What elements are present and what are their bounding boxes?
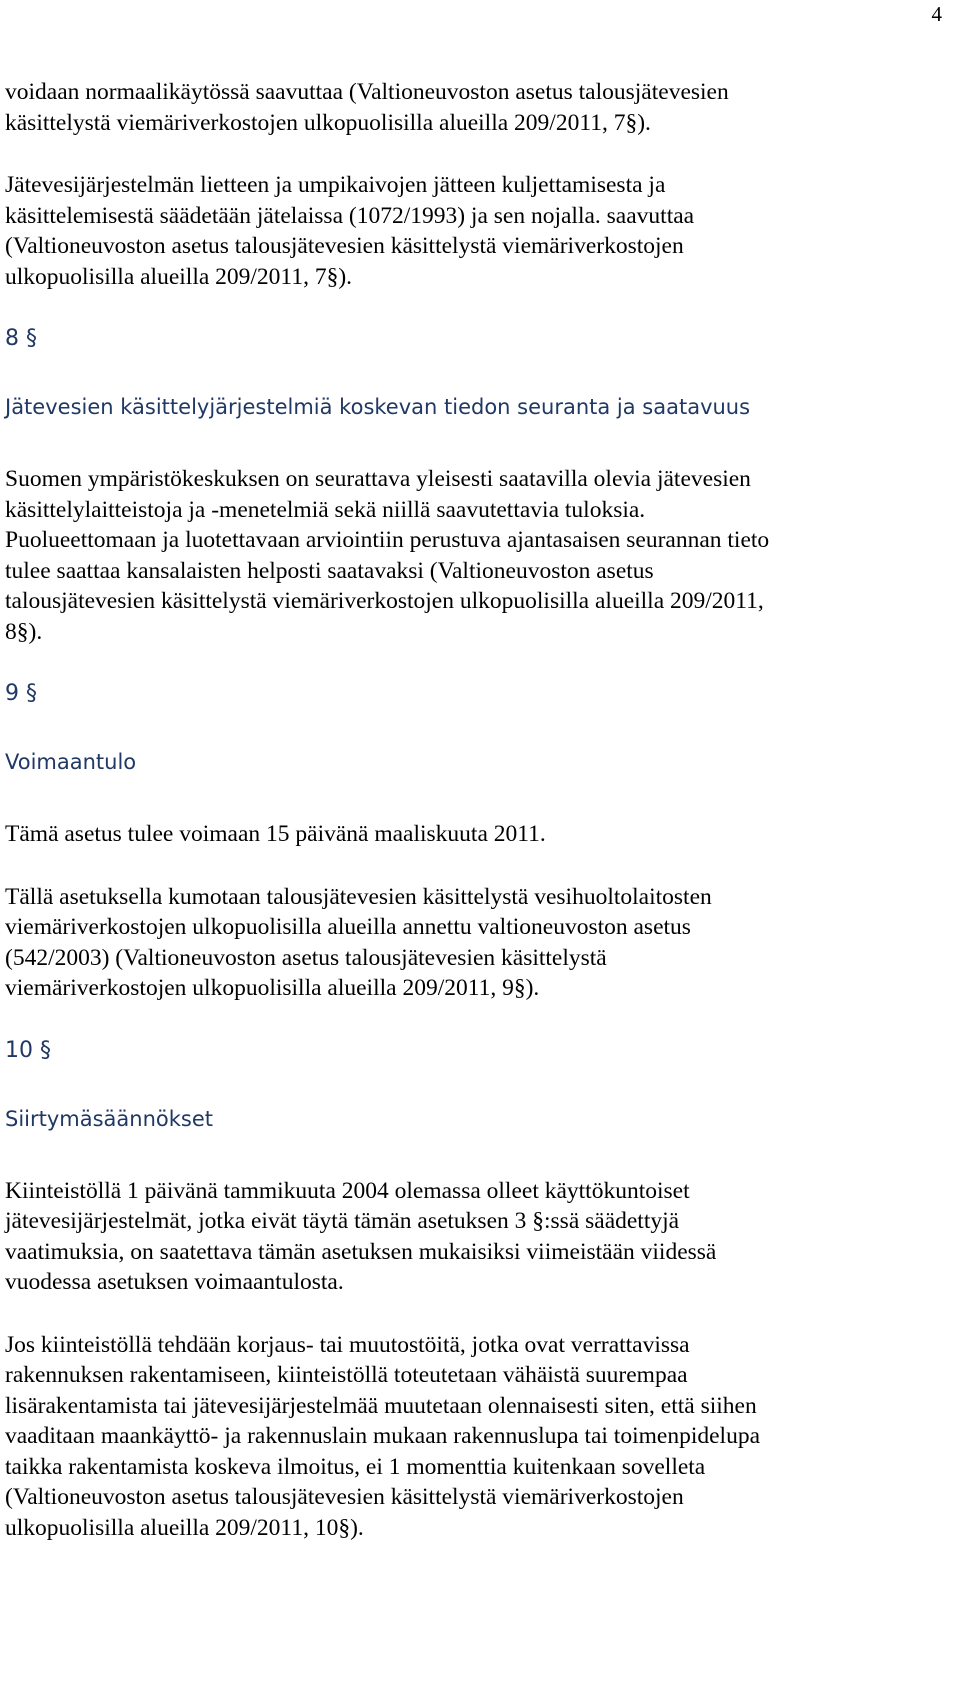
text-line: ulkopuolisilla alueilla 209/2011, 7§). [5, 263, 353, 290]
text-line: viemäriverkostojen ulkopuolisilla alueilla annettu valtioneuvoston asetus [5, 914, 691, 940]
text-line: tulee saattaa kansalaisten helposti saatavaksi (Valtioneuvoston asetus [5, 557, 654, 584]
paragraph-monitoring [5, 464, 945, 647]
text-line: Suomen ympäristökeskuksen on seurattava yleisesti saatavilla olevia jätevesien [5, 466, 751, 492]
paragraph-repeal [5, 882, 945, 1004]
text-line: Kiinteistöllä 1 päivänä tammikuuta 2004 olemassa olleet käyttökuntoiset [5, 1177, 690, 1204]
text-line: Tämä asetus tulee voimaan 15 päivänä maaliskuuta 2011. [5, 821, 546, 847]
text-line: (542/2003) (Valtioneuvoston asetus talousjätevesien käsittelystä [5, 944, 607, 971]
text-line: käsittelemisestä säädetään jätelaissa (1072/1993) ja sen nojalla. saavuttaa [5, 202, 695, 229]
text-line: viemäriverkostojen ulkopuolisilla alueilla 209/2011, 9§). [5, 975, 540, 1001]
section-title-10: Siirtymäsäännökset [5, 1106, 214, 1131]
text-line: vaaditaan maankäyttö- ja rakennuslain mukaan rakennuslupa tai toimenpidelupa [5, 1423, 760, 1449]
text-line: 8§). [5, 618, 43, 645]
text-line: rakennuksen rakentamiseen, kiinteistöllä toteutetaan vähäistä suurempaa [5, 1362, 688, 1388]
paragraph-sludge-transport [5, 170, 945, 292]
section-number-10: 10 § [5, 1037, 51, 1063]
page-number: 4 [931, 2, 942, 26]
text-line: jätevesijärjestelmät, jotka eivät täytä tämän asetuksen 3 §:ssä säädettyjä [5, 1208, 680, 1234]
text-line: Jätevesijärjestelmän lietteen ja umpikaivojen jätteen kuljettamisesta ja [5, 172, 666, 198]
section-number-8: 8 § [5, 326, 37, 351]
text-line: (Valtioneuvoston asetus talousjätevesien käsittelystä viemäriverkostojen [5, 1484, 684, 1510]
text-line: vuodessa asetuksen voimaantulosta. [5, 1269, 344, 1295]
text-line: käsittelystä viemäriverkostojen ulkopuolisilla alueilla 209/2011, 7§). [5, 109, 651, 136]
text-line: Tällä asetuksella kumotaan talousjätevesien käsittelystä vesihuoltolaitosten [5, 883, 712, 910]
section-number-9: 9 § [5, 681, 37, 706]
paragraph-transition-1 [5, 1176, 945, 1298]
text-line: talousjätevesien käsittelystä viemäriverkostojen ulkopuolisilla alueilla 209/2011, [5, 588, 764, 614]
text-line: ulkopuolisilla alueilla 209/2011, 10§). [5, 1514, 364, 1541]
text-line: lisärakentamista tai jätevesijärjestelmää muutetaan olennaisesti siten, että siihen [5, 1392, 757, 1419]
paragraph-transition-2 [5, 1330, 945, 1544]
text-line: Jos kiinteistöllä tehdään korjaus- tai muutostöitä, jotka ovat verrattavissa [5, 1331, 690, 1358]
paragraph-section7-end [5, 77, 945, 138]
section-title-8: Jätevesien käsittelyjärjestelmiä koskevan tiedon seuranta ja saatavuus [5, 395, 751, 419]
text-line: (Valtioneuvoston asetus talousjätevesien käsittelystä viemäriverkostojen [5, 233, 684, 259]
text-line: vaatimuksia, on saatettava tämän asetuksen mukaisiksi viimeistään viidessä [5, 1238, 717, 1265]
text-line: taikka rakentamista koskeva ilmoitus, ei 1 momenttia kuitenkaan sovelleta [5, 1453, 706, 1480]
section-title-9: Voimaantulo [5, 750, 137, 774]
document-body [5, 77, 945, 1543]
text-line: voidaan normaalikäytössä saavuttaa (Valtioneuvoston asetus talousjätevesien [5, 79, 729, 105]
text-line: käsittelylaitteistoja ja -menetelmiä sekä niillä saavutettavia tuloksia. [5, 496, 646, 523]
text-line: Puolueettomaan ja luotettavaan arviointiin perustuva ajantasaisen seurannan tieto [5, 527, 770, 553]
paragraph-entry-into-force [5, 819, 945, 850]
